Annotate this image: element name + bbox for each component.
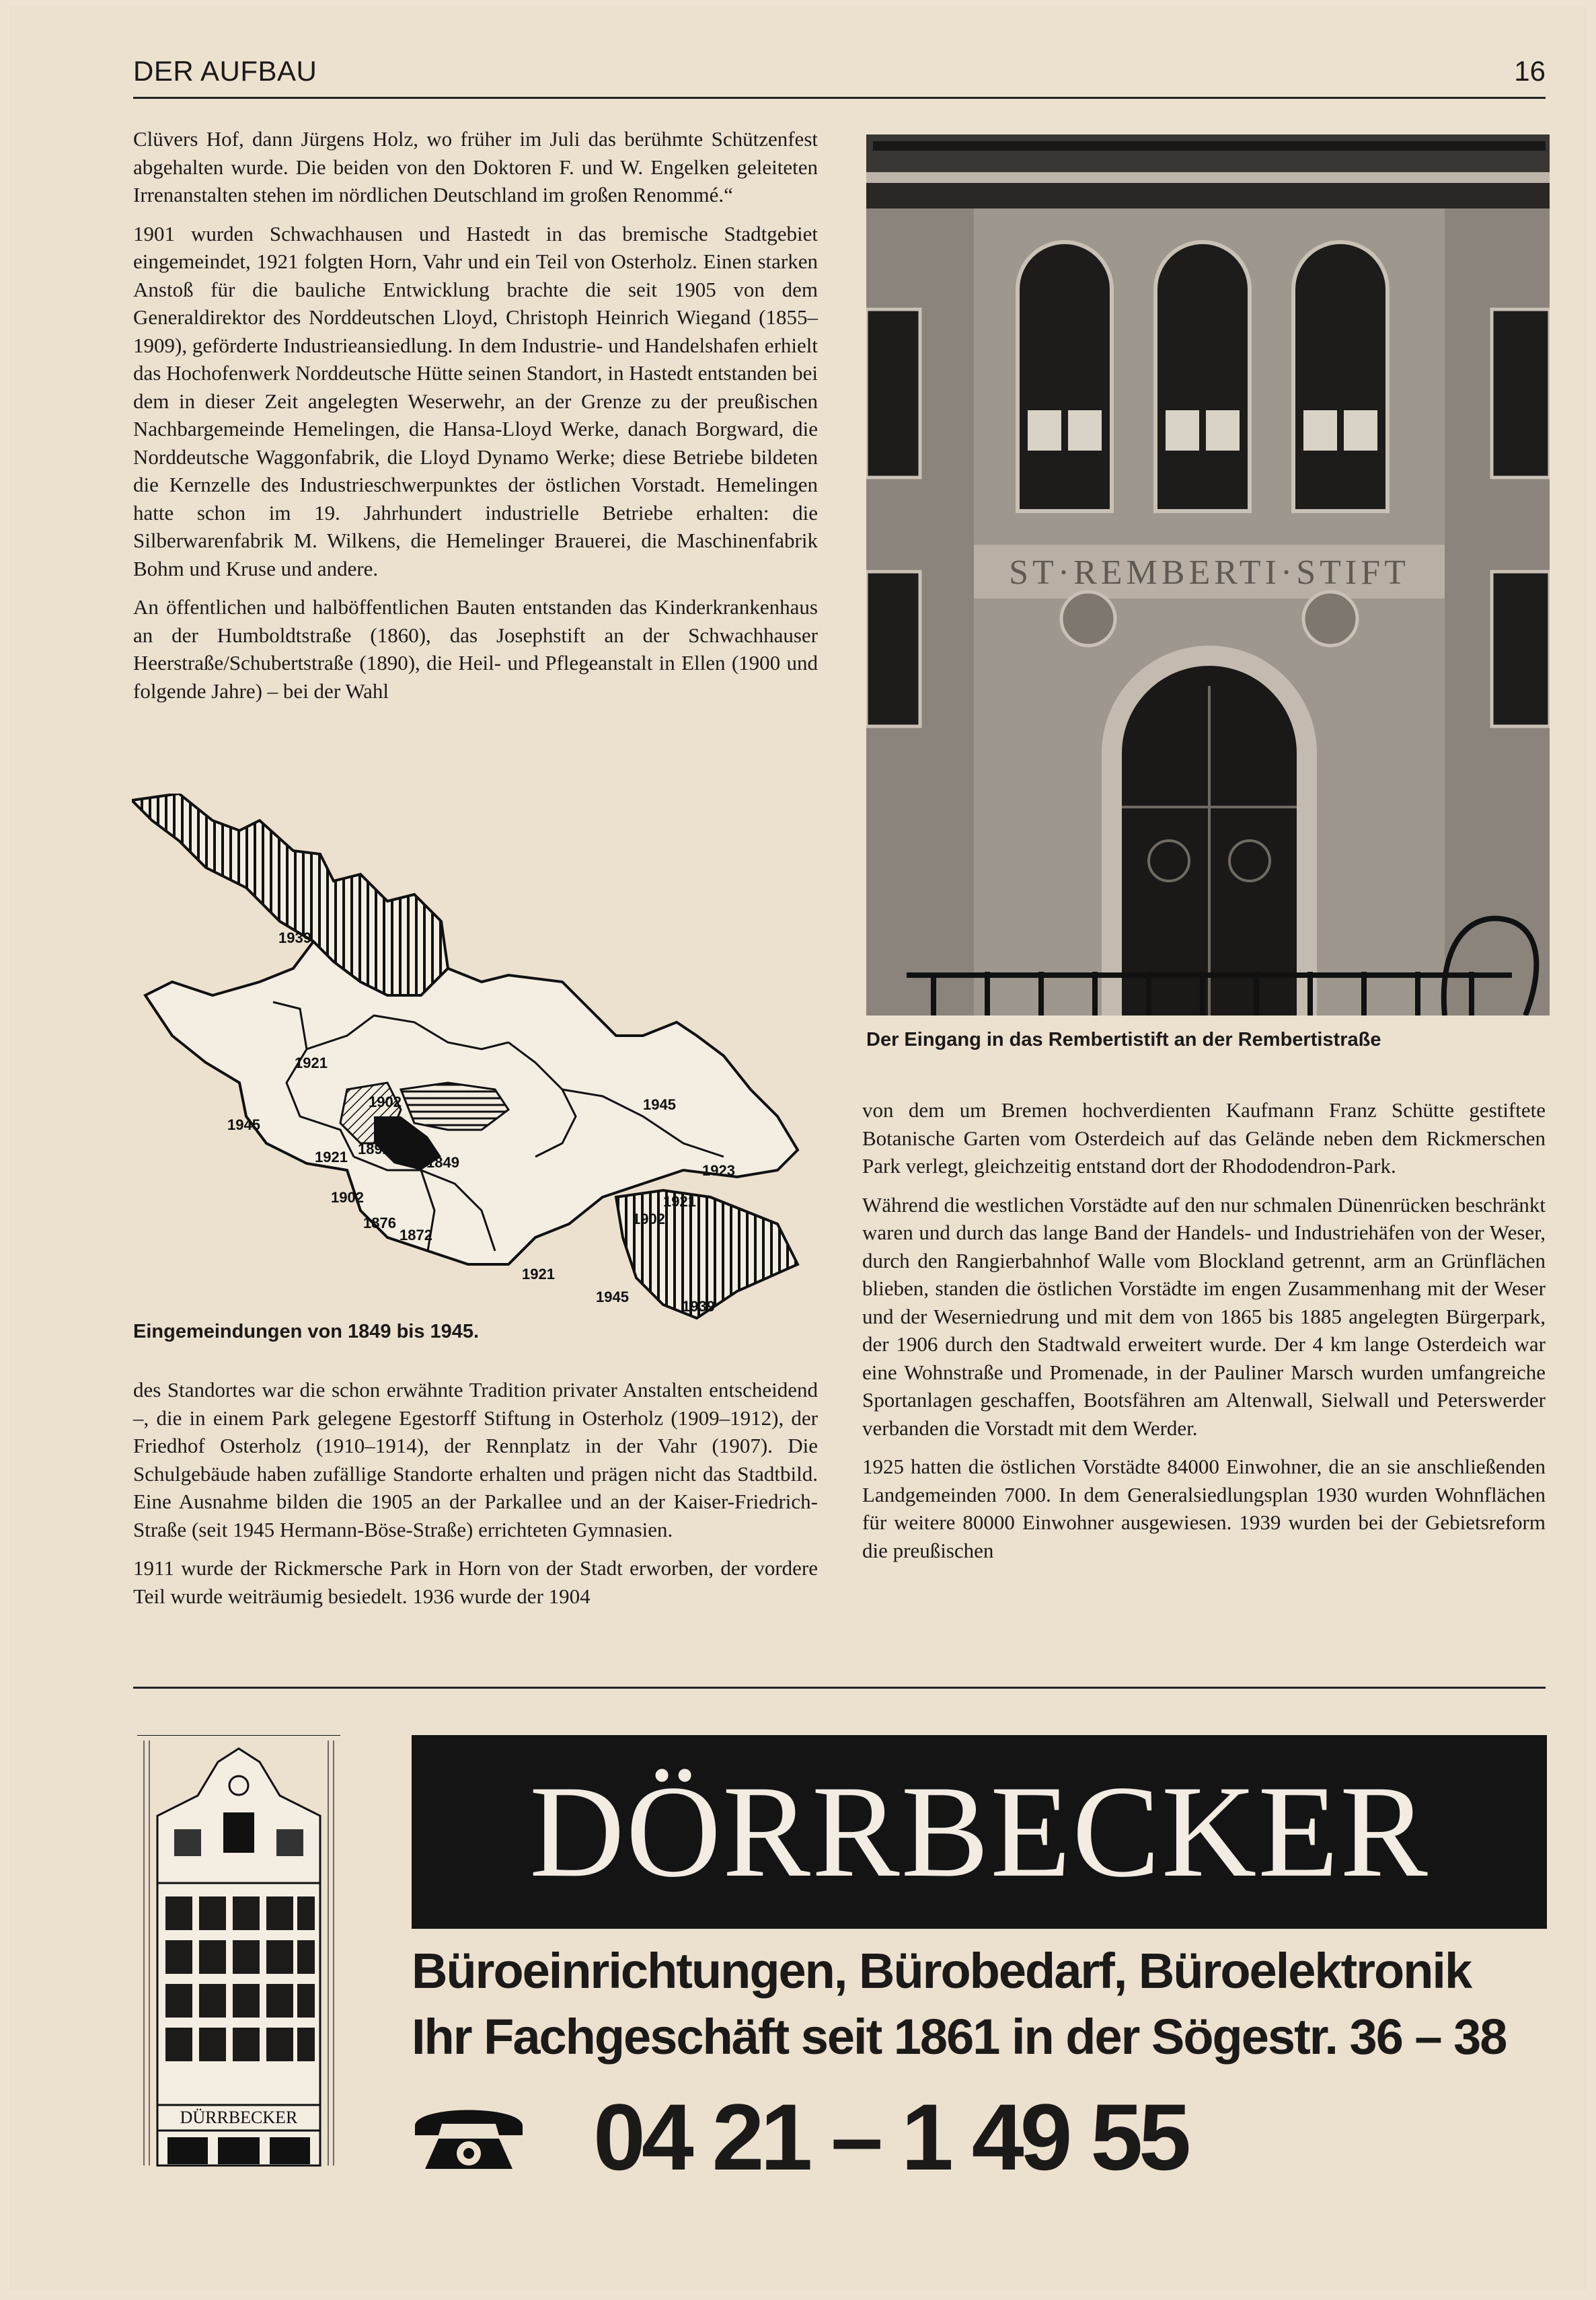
map-label: 1945: [643, 1096, 676, 1113]
map-label: 1902: [632, 1211, 665, 1227]
map-caption: Eingemeindungen von 1849 bis 1945.: [133, 1321, 480, 1342]
ad-banner: DÖRRBECKER: [412, 1735, 1547, 1929]
map-label: 1872: [400, 1227, 432, 1243]
map-label: 1921: [295, 1055, 328, 1071]
telephone-icon: [412, 2098, 526, 2172]
photo-caption: Der Eingang in das Rembertistift an der Rembertistraße: [866, 1029, 1381, 1050]
left-column-top: [133, 125, 818, 716]
phone-number: 04 21 – 1 49 55: [593, 2084, 1188, 2190]
paragraph: An öffentlichen und halböffentlichen Bauten entstanden das Kinderkrankenhaus an der Humboldtstraße (1860), das Josephstift an der Schwachhauser Heerstraße/Schubertstraße (1890), die Heil- und Pflegeanstalt in Ellen (1900 und folgende Jahre) – bei der Wahl: [133, 595, 818, 703]
map-label: 1876: [363, 1215, 396, 1231]
ad-address: Ihr Fachgeschäft seit 1861 in der Sögestr. 36 – 38: [412, 2009, 1507, 2065]
section-divider: [133, 1687, 1546, 1689]
paragraph: 1925 hatten die östlichen Vorstädte 84000 Einwohner, die an sie anschließenden Landgemeinden 7000. In dem Generalsiedlungsplan 1930 wurden Wohnflächen für weitere 80000 Einwohner ausgewiesen. 1939 wurden bei der Gebietsreform die preußischen: [862, 1455, 1546, 1562]
incorporation-map: [132, 794, 838, 1352]
ad-phone: [412, 2084, 1547, 2190]
paragraph: des Standortes war die schon erwähnte Tradition privater Anstalten entscheidend –, die in einem Park gelegene Egestorff Stiftung in Osterholz (1909–1912), der Friedhof Osterholz (1910–1914), der Rennplatz in der Vahr (1907). Die Schulgebäude haben zufällige Standorte erhalten und prägen nicht das Stadtbild. Eine Ausnahme bilden die 1905 an der Parkallee und an der Kaiser-Friedrich-Straße (seit 1945 Hermann-Böse-Straße) errichteten Gymnasien.: [133, 1378, 818, 1541]
map-label: 1921: [522, 1266, 555, 1282]
right-column: [862, 1096, 1546, 1575]
shop-building-illustration: [137, 1735, 340, 2172]
page-number: 16: [1514, 55, 1546, 87]
map-label: 1849: [426, 1154, 459, 1171]
map-label: 1892: [358, 1141, 391, 1157]
map-label: 1945: [227, 1116, 260, 1133]
map-label: 1923: [702, 1162, 735, 1179]
paragraph: Während die westlichen Vorstädte auf den nur schmalen Dünenrücken beschränkt waren und durch das lange Band der Handels- und Industriehäfen von der Weser, durch den Rangierbahnhof Walle vom Blockland getrennt, arm an Grünflächen blieben, standen die östlichen Vorstädte im engen Zusammenhang mit der Weser und der Weserniedrung und mit dem von 1865 bis 1885 angelegten Bürgerpark, der 1906 durch den Stadtwald erweitert wurde. Der 4 km lange Osterdeich war eine Wohnstraße und Promenade, in der Pauliner Marsch wurden umfangreiche Sportanlagen geschaffen, Bootsfähren am Altenwall, Sielwall und Peterswerder verbanden die Vorstadt mit dem Werder.: [862, 1192, 1546, 1440]
map-label: 1902: [369, 1094, 402, 1110]
paragraph: Clüvers Hof, dann Jürgens Holz, wo früher im Juli das berühmte Schützenfest abgehalten wurde. Die beiden von den Doktoren F. und W. Engelken geleiteten Irrenanstalten stehen im nördlichen Deutschland im großen Renommé.“: [133, 127, 818, 206]
paragraph: 1911 wurde der Rickmersche Park in Horn von der Stadt erworben, der vordere Teil wurde weiträumig besiedelt. 1936 wurde der 1904: [133, 1556, 818, 1608]
ad-tagline: Büroeinrichtungen, Bürobedarf, Büroelektronik: [412, 1943, 1472, 1999]
map-label: 1902: [331, 1189, 364, 1206]
paragraph: von dem um Bremen hochverdienten Kaufmann Franz Schütte gestiftete Botanische Garten vom Osterdeich auf das Gelände neben dem Rickmerschen Park verlegt, gleichzeitig entstand dort der Rhododendron-Park.: [862, 1098, 1546, 1178]
rembertistift-photo: [866, 135, 1550, 1015]
photo-inscription: ST·REMBERTI·STIFT: [1009, 553, 1410, 592]
paragraph: 1901 wurden Schwachhausen und Hastedt in das bremische Stadtgebiet eingemeindet, 1921 folgten Horn, Vahr und ein Teil von Osterholz. Einen starken Anstoß für die bauliche Entwicklung brachte die seit 1905 von dem Generaldirektor des Norddeutschen Lloyd, Christoph Heinrich Wiegand (1855–1909), geförderte Industrieansiedlung. In dem Industrie- und Handelshafen erhielt das Hochofenwerk Norddeutsche Hütte seinen Standort, in Hastedt entstanden bei dem in dieser Zeit angelegten Weserwehr, an der Grenze zu der preußischen Nachbargemeinde Hemelingen, die Hansa-Lloyd Werke, danach Borgward, die Norddeutsche Waggonfabrik, die Lloyd Dynamo Werke; diese Betriebe bildeten die Kernzelle des Industrieschwerpunktes der östlichen Vorstadt. Hemelingen hatte schon im 19. Jahrhundert industrielle Betriebe erhalten: die Silberwarenfabrik M. Wilkens, die Hemelinger Brauerei, die Maschinenfabrik Bohm und Kruse und andere.: [133, 221, 818, 580]
map-label: 1921: [663, 1193, 696, 1210]
map-label: 1939: [278, 929, 311, 946]
header-title: DER AUFBAU: [133, 55, 317, 87]
map-label: 1939: [682, 1298, 715, 1315]
map-label: 1945: [596, 1289, 629, 1305]
running-header: [133, 55, 1546, 99]
left-column-bottom: [133, 1376, 818, 1621]
map-label: 1921: [315, 1149, 348, 1165]
building-sign: DÜRRBECKER: [180, 2108, 298, 2127]
